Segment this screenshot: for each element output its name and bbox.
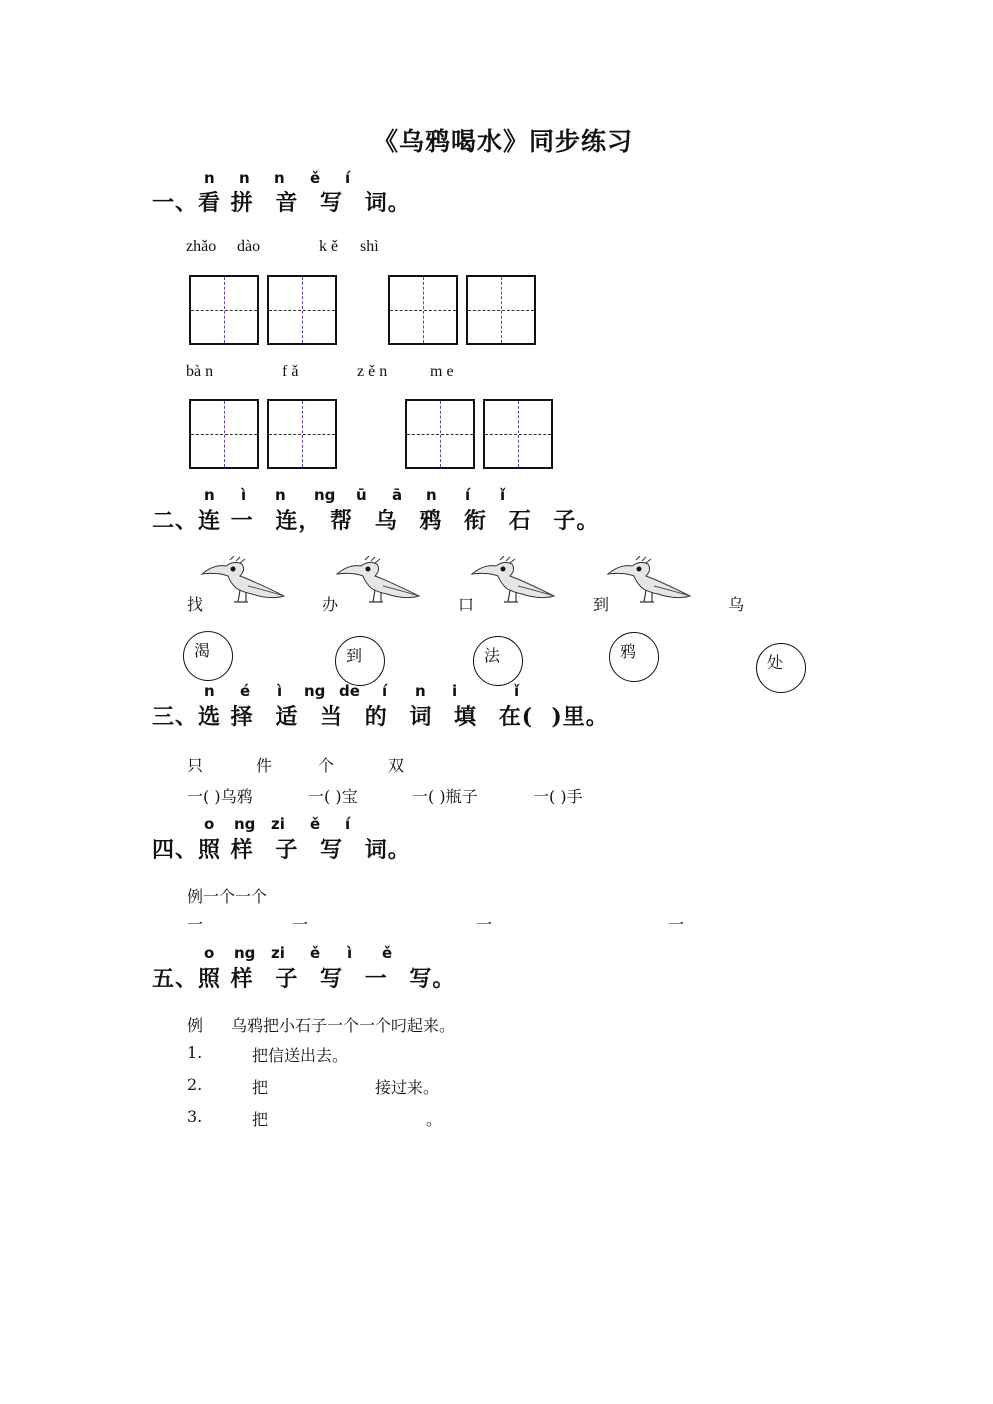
example-text: 例一个一个: [187, 887, 268, 906]
writing-grid-box[interactable]: [189, 275, 259, 345]
writing-grid-box[interactable]: [405, 399, 475, 469]
option-word: 双: [388, 756, 405, 775]
match-circle[interactable]: 法: [473, 636, 523, 686]
crow-illustration: [470, 556, 560, 606]
pinyin-zen: z ě n: [357, 363, 388, 380]
pinyin-dao: dào: [237, 238, 261, 255]
section2-heading: 二、连 一 连， 帮 乌 鸦 衔 石 子。: [152, 508, 600, 534]
match-circle[interactable]: 渴: [183, 631, 233, 681]
answer-line[interactable]: 一: [668, 915, 685, 934]
match-top-char[interactable]: 办: [322, 595, 339, 614]
example-label: 例: [187, 1016, 204, 1035]
answer-line[interactable]: 一: [187, 915, 204, 934]
section3-heading: 三、选 择 适 当 的 词 填 在( )里。: [152, 704, 609, 730]
writing-grid-box[interactable]: [267, 275, 337, 345]
pinyin-ban: bà n: [186, 363, 214, 380]
pinyin-ke: k ě: [319, 238, 339, 255]
fill-blank[interactable]: 一( )宝: [308, 787, 358, 806]
option-word: 只: [187, 756, 204, 775]
page-title: 《乌鸦喝水》同步练习: [373, 127, 634, 156]
writing-grid-box[interactable]: [466, 275, 536, 345]
answer-line[interactable]: 一: [476, 915, 493, 934]
fill-blank[interactable]: 一( )乌鸦: [187, 787, 253, 806]
match-circle[interactable]: 鸦: [609, 632, 659, 682]
item-text: 把: [252, 1110, 269, 1129]
item-number: 3.: [187, 1107, 203, 1126]
crow-illustration: [606, 556, 696, 606]
match-top-char[interactable]: 口: [458, 595, 475, 614]
writing-grid-box[interactable]: [267, 399, 337, 469]
item-text: 把信送出去。: [252, 1046, 349, 1065]
fill-blank[interactable]: 一( )手: [533, 787, 583, 806]
match-top-char[interactable]: 找: [187, 595, 204, 614]
section1-heading: 一、看 拼 音 写 词。: [152, 190, 411, 216]
item-tail: 。: [426, 1110, 443, 1129]
item-tail: 接过来。: [375, 1078, 440, 1097]
example-sentence: 乌鸦把小石子一个一个叼起来。: [231, 1016, 456, 1035]
writing-grid-box[interactable]: [388, 275, 458, 345]
crow-illustration: [200, 556, 290, 606]
section5-heading: 五、照 样 子 写 一 写。: [152, 966, 456, 992]
pinyin-zhao: zhǎo: [186, 238, 217, 255]
section4-heading: 四、照 样 子 写 词。: [152, 837, 411, 863]
item-number: 1.: [187, 1043, 203, 1062]
item-text: 把: [252, 1078, 269, 1097]
match-circle[interactable]: 处: [756, 643, 806, 693]
writing-grid-box[interactable]: [483, 399, 553, 469]
pinyin-me: m e: [430, 363, 454, 380]
pinyin-shi: shì: [360, 238, 379, 255]
writing-grid-box[interactable]: [189, 399, 259, 469]
item-number: 2.: [187, 1075, 203, 1094]
match-top-char[interactable]: 到: [593, 595, 610, 614]
pinyin-fa: f ǎ: [282, 363, 299, 380]
crow-illustration: [335, 556, 425, 606]
answer-line[interactable]: 一: [292, 915, 309, 934]
option-word: 个: [318, 756, 335, 775]
fill-blank[interactable]: 一( )瓶子: [412, 787, 478, 806]
match-top-char[interactable]: 乌: [728, 595, 745, 614]
match-circle[interactable]: 到: [335, 636, 385, 686]
option-word: 件: [256, 756, 273, 775]
